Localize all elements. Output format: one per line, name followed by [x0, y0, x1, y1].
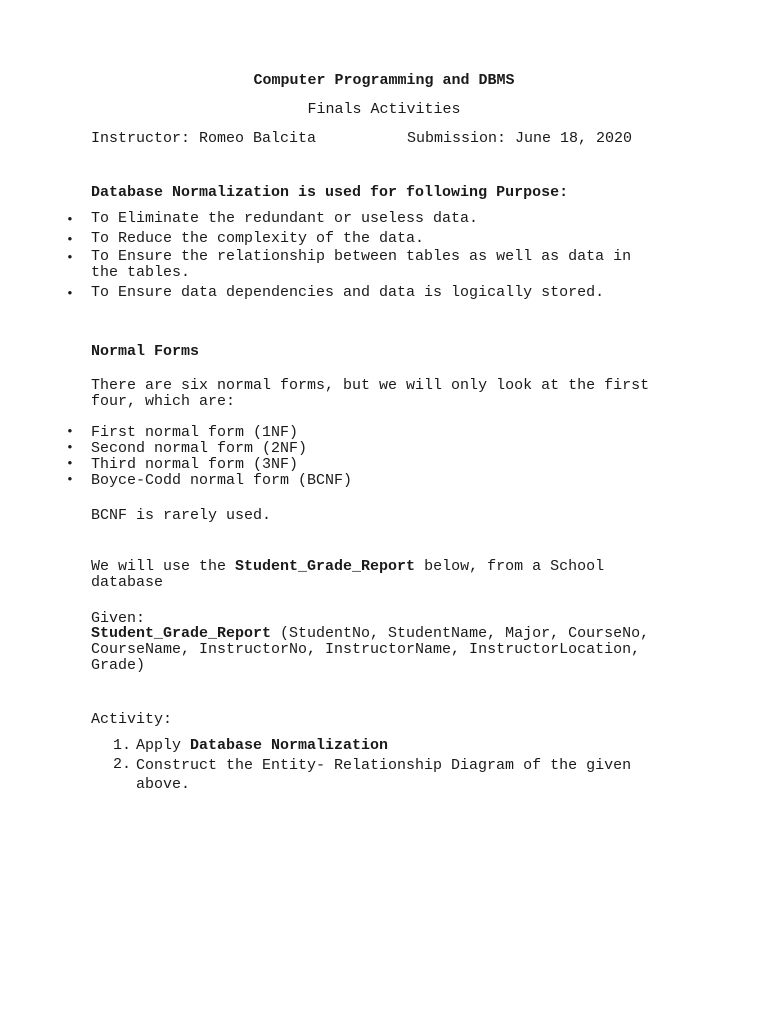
bullet-icon: • [66, 424, 74, 439]
normal-forms-heading: Normal Forms [91, 343, 200, 360]
normal-form-item: Second normal form (2NF) [91, 440, 308, 457]
bullet-icon: • [66, 472, 74, 487]
activity-item [136, 737, 388, 754]
document-title: Computer Programming and DBMS [253, 72, 515, 89]
activity-label: Activity: [91, 711, 173, 728]
normal-forms-intro: There are six normal forms, but we will only look at the first four, which are: [91, 377, 650, 410]
bullet-icon: • [66, 232, 74, 247]
activity-number: 1. [113, 737, 132, 754]
bcnf-note: BCNF is rarely used. [91, 507, 272, 524]
bullet-icon: • [66, 456, 74, 471]
normal-form-item: Boyce-Codd normal form (BCNF) [91, 472, 353, 489]
purpose-item: To Ensure the relationship between tables as well as data in the tables. [91, 248, 632, 281]
usage-table-name: Student_Grade_Report [235, 558, 416, 575]
bullet-icon: • [66, 212, 74, 227]
purpose-item: To Eliminate the redundant or useless data. [91, 210, 479, 227]
usage-paragraph [91, 559, 651, 591]
usage-prefix: We will use the [91, 558, 236, 575]
bullet-icon: • [66, 286, 74, 301]
activity-item1-bold: Database Normalization [190, 737, 389, 754]
given-label: Given: [91, 610, 146, 627]
activity-number: 2. [113, 756, 132, 773]
purpose-item: To Ensure data dependencies and data is logically stored. [91, 284, 605, 301]
instructor-text: Instructor: Romeo Balcita [91, 130, 317, 147]
bullet-icon: • [66, 250, 74, 265]
activity-item1-prefix: Apply [136, 737, 191, 754]
given-table-name: Student_Grade_Report [91, 625, 272, 642]
submission-text: Submission: June 18, 2020 [407, 130, 633, 147]
purpose-heading: Database Normalization is used for following Purpose: [91, 184, 569, 201]
given-attributes: (StudentNo, StudentName, Major, CourseNo, CourseName, InstructorNo, InstructorName, InstructorLocation, Grade) [91, 625, 650, 674]
normal-form-item: Third normal form (3NF) [91, 456, 299, 473]
bullet-icon: • [66, 440, 74, 455]
activity-item: Construct the Entity- Relationship Diagram of the given above. [136, 757, 632, 793]
given-paragraph [91, 626, 651, 674]
normal-form-item: First normal form (1NF) [91, 424, 299, 441]
usage-suffix: below, from a School database [91, 558, 605, 591]
purpose-item: To Reduce the complexity of the data. [91, 230, 425, 247]
document-subtitle: Finals Activities [307, 101, 461, 118]
